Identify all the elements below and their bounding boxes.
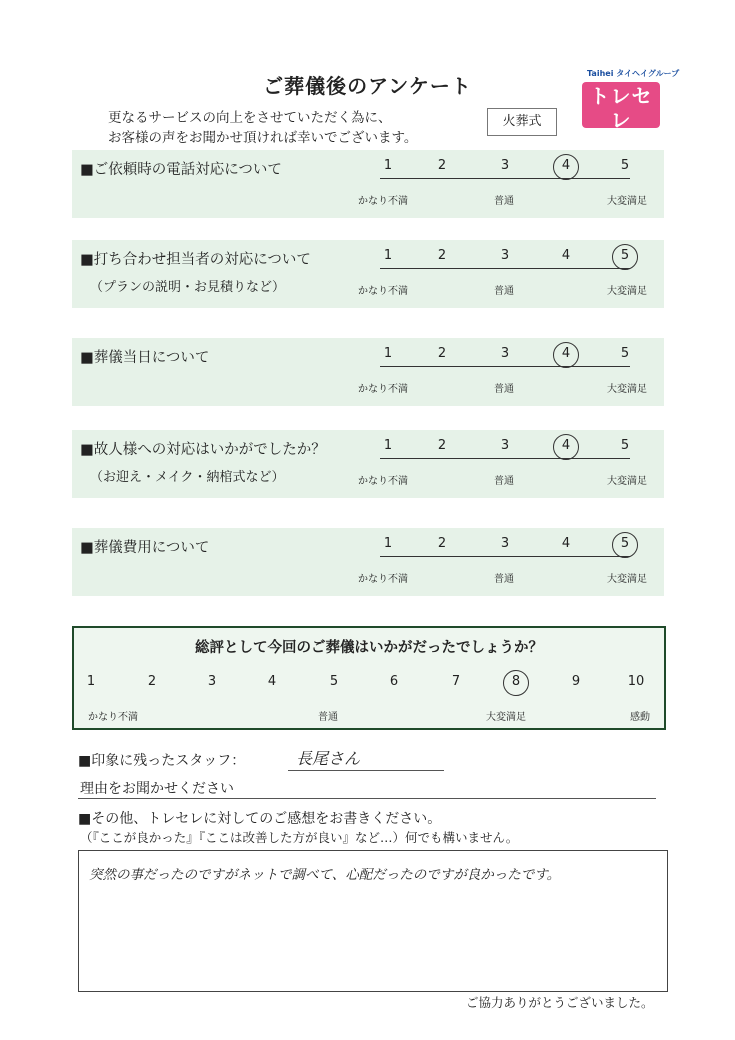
- comments-label: ■その他、トレセレに対してのご感想をお書きください。: [78, 811, 442, 827]
- scale-number: 1: [383, 438, 393, 453]
- scale-label-mid: 普通: [494, 384, 514, 395]
- reason-label: 理由をお聞かせください: [80, 781, 234, 797]
- scale-number: 4: [561, 438, 571, 453]
- overall-scale-number: 8: [511, 674, 521, 689]
- scale-number: 2: [437, 346, 447, 361]
- overall-rating-box: [72, 626, 666, 730]
- scale-number: 2: [437, 248, 447, 263]
- scale-label-high: 大変満足: [607, 286, 647, 297]
- scale-line: [380, 268, 630, 269]
- scale-label-mid: 普通: [494, 286, 514, 297]
- taihei-group-label: Taihei タイヘイグループ: [587, 69, 680, 78]
- scale-number: 3: [500, 248, 510, 263]
- scale-number: 3: [500, 346, 510, 361]
- scale-number: 1: [383, 248, 393, 263]
- scale-label-high: 大変満足: [607, 574, 647, 585]
- scale-label-high: 大変満足: [607, 476, 647, 487]
- staff-name-value: 長尾さん: [296, 749, 361, 768]
- overall-answer-circle: [503, 670, 529, 696]
- overall-label-moved: 感動: [630, 712, 650, 723]
- scale-label-low: かなり不満: [358, 384, 408, 395]
- scale-label-high: 大変満足: [607, 384, 647, 395]
- scale-number: 4: [561, 158, 571, 173]
- scale-label-low: かなり不満: [358, 286, 408, 297]
- scale-label-high: 大変満足: [607, 196, 647, 207]
- staff-underline: [288, 770, 444, 771]
- scale-number: 2: [437, 158, 447, 173]
- question-label: ■ご依頼時の電話対応について: [80, 162, 282, 178]
- overall-scale-number: 6: [389, 674, 399, 689]
- scale-number: 3: [500, 438, 510, 453]
- scale-line: [380, 458, 630, 459]
- ceremony-type-box: 火葬式: [487, 108, 557, 136]
- scale-number: 1: [383, 158, 393, 173]
- comments-sub: （『ここが良かった』『ここは改善した方が良い』など…）何でも構いません。: [80, 830, 519, 845]
- survey-title: ご葬儀後のアンケート: [263, 74, 472, 98]
- question-label: ■葬儀費用について: [80, 540, 210, 556]
- scale-number: 1: [383, 346, 393, 361]
- overall-label-low: かなり不満: [88, 712, 138, 723]
- thanks-text: ご協力ありがとうございました。: [466, 995, 654, 1010]
- scale-label-mid: 普通: [494, 196, 514, 207]
- scale-line: [380, 178, 630, 179]
- scale-number: 2: [437, 438, 447, 453]
- scale-label-low: かなり不満: [358, 476, 408, 487]
- scale-label-mid: 普通: [494, 574, 514, 585]
- scale-number: 5: [620, 248, 630, 263]
- scale-label-low: かなり不満: [358, 574, 408, 585]
- intro-line-1: 更なるサービスの向上をさせていただく為に、: [108, 110, 392, 126]
- reason-underline: [78, 798, 656, 799]
- scale-number: 5: [620, 158, 630, 173]
- scale-number: 4: [561, 536, 571, 551]
- answer-circle: [553, 434, 579, 460]
- overall-scale-number: 10: [627, 674, 645, 689]
- comment-text: 突然の事だったのですがネットで調べて、心配だったのですが良かったです。: [89, 867, 561, 883]
- overall-scale-number: 1: [86, 674, 96, 689]
- answer-circle: [612, 532, 638, 558]
- scale-number: 5: [620, 346, 630, 361]
- overall-scale-number: 5: [329, 674, 339, 689]
- logo-main-text: トレセレ: [589, 84, 653, 132]
- overall-scale-number: 9: [571, 674, 581, 689]
- scale-number: 5: [620, 536, 630, 551]
- scale-number: 5: [620, 438, 630, 453]
- overall-scale-number: 3: [207, 674, 217, 689]
- question-sub: （お迎え・メイク・納棺式など）: [90, 470, 285, 485]
- overall-label-mid: 普通: [318, 712, 338, 723]
- scale-number: 4: [561, 248, 571, 263]
- scale-number: 1: [383, 536, 393, 551]
- scale-number: 2: [437, 536, 447, 551]
- scale-number: 4: [561, 346, 571, 361]
- overall-label-high: 大変満足: [486, 712, 526, 723]
- answer-circle: [553, 342, 579, 368]
- scale-label-low: かなり不満: [358, 196, 408, 207]
- overall-scale-number: 2: [147, 674, 157, 689]
- scale-number: 3: [500, 158, 510, 173]
- overall-title: 総評として今回のご葬儀はいかがだったでしょうか？: [195, 640, 543, 656]
- logo-sub-text: 安心葬儀: [595, 132, 647, 145]
- question-sub: （プランの説明・お見積りなど）: [90, 280, 286, 295]
- scale-line: [380, 556, 630, 557]
- question-label: ■故人様への対応はいかがでしたか？: [80, 442, 326, 458]
- staff-label: ■印象に残ったスタッフ：: [78, 753, 246, 769]
- comment-box: [78, 850, 668, 992]
- scale-label-mid: 普通: [494, 476, 514, 487]
- overall-scale-number: 4: [267, 674, 277, 689]
- answer-circle: [612, 244, 638, 270]
- question-label: ■葬儀当日について: [80, 350, 210, 366]
- scale-line: [380, 366, 630, 367]
- overall-scale-number: 7: [451, 674, 461, 689]
- intro-line-2: お客様の声をお聞かせ頂ければ幸いでございます。: [108, 130, 418, 146]
- toresere-logo: [582, 82, 660, 145]
- question-label: ■打ち合わせ担当者の対応について: [80, 252, 311, 268]
- scale-number: 3: [500, 536, 510, 551]
- answer-circle: [553, 154, 579, 180]
